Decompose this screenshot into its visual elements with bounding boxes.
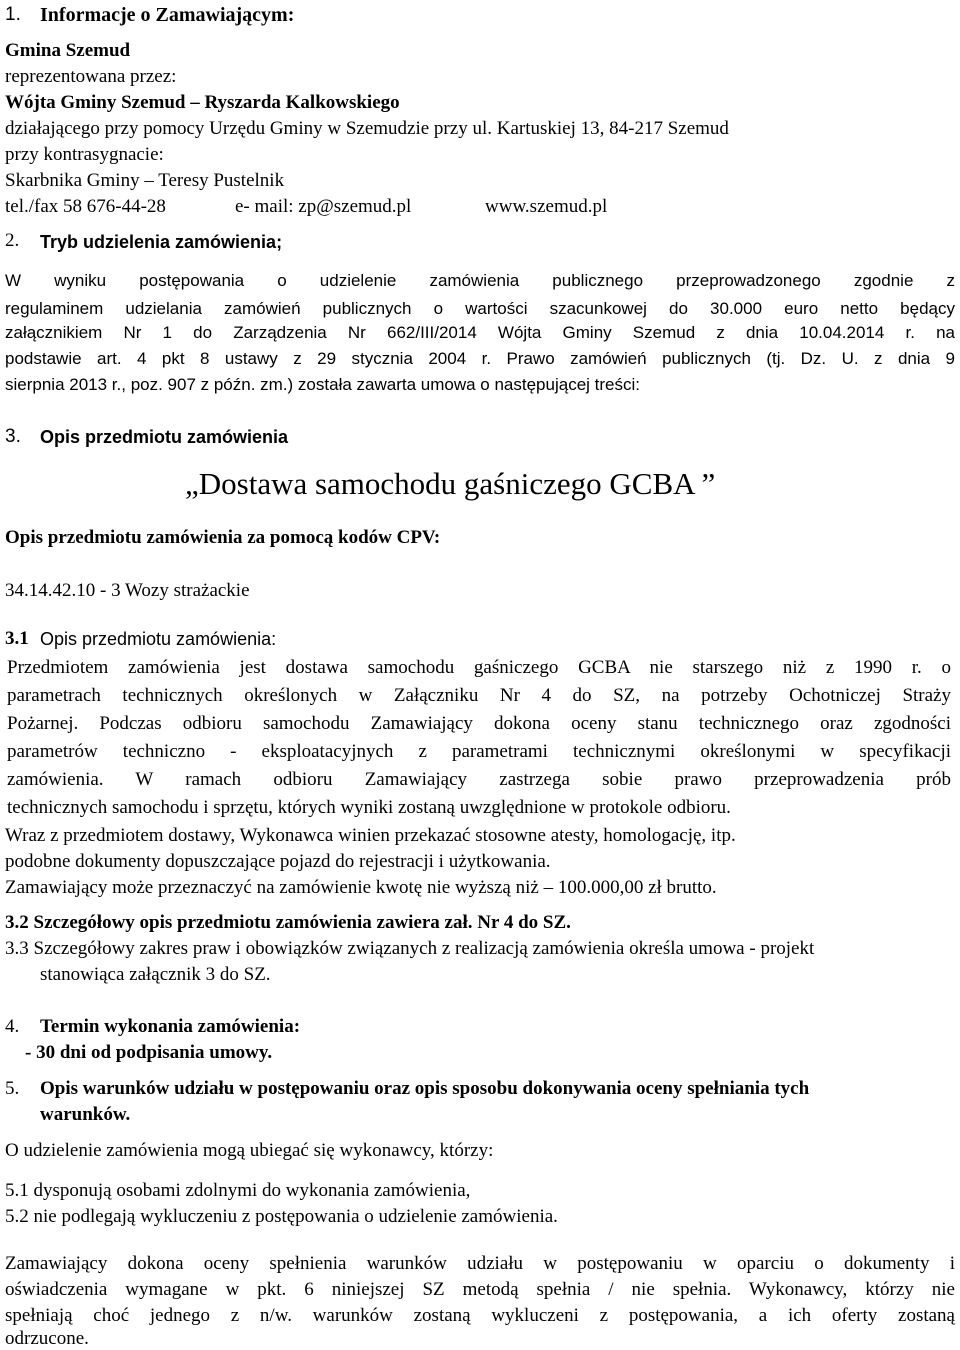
closing-line-2: oświadczenia wymagane w pkt. 6 niniejszej SZ metodą spełnia / nie spełnia. Wykonawcy, którzy nie — [5, 1279, 955, 1300]
section-1-heading: Informacje o Zamawiającym: — [40, 4, 295, 26]
section-2-line-4: podstawie art. 4 pkt 8 ustawy z 29 stycznia 2004 r. Prawo zamówień publicznych (tj. Dz. U. z dnia 9 — [5, 349, 955, 368]
section-2-heading: Tryb udzielenia zamówienia; — [40, 232, 283, 252]
section-3-3-line-2: stanowiąca załącznik 3 do SZ. — [40, 964, 271, 985]
section-5-heading-line-2: warunków. — [40, 1104, 131, 1125]
phone-fax: tel./fax 58 676-44-28 — [5, 196, 166, 217]
section-1-number: 1. — [5, 4, 21, 25]
procurement-title: „Dostawa samochodu gaśniczego GCBA ” — [185, 466, 716, 501]
closing-line-4: odrzucone. — [5, 1328, 89, 1349]
cpv-code: 34.14.42.10 - 3 Wozy strażackie — [5, 580, 250, 601]
section-3-3-line-1: 3.3 Szczegółowy zakres praw i obowiązków związanych z realizacją zamówienia określa umowa - projekt — [5, 938, 815, 959]
section-4-number: 4. — [5, 1016, 20, 1037]
section-3-1-line-6: technicznych samochodu i sprzętu, których wyniki zostaną uwzględnione w protokole odbioru. — [7, 797, 731, 818]
cpv-heading: Opis przedmiotu zamówienia za pomocą kodów CPV: — [5, 527, 441, 548]
section-3-1-line-4: parametrów techniczno - eksploatacyjnych z parametrami technicznymi określonymi w specyfikacji — [7, 741, 951, 762]
section-3-heading: Opis przedmiotu zamówienia — [40, 427, 289, 447]
email-address: e- mail: zp@szemud.pl — [235, 196, 412, 217]
section-4-heading: Termin wykonania zamówienia: — [40, 1016, 301, 1037]
section-3-1-line-5: zamówienia. W ramach odbioru Zamawiający zastrzega sobie prawo przeprowadzenia prób — [7, 769, 951, 790]
condition-5-2: 5.2 nie podlegają wykluczeniu z postępowania o udzielenie zamówienia. — [5, 1206, 558, 1227]
section-2-line-1: W wyniku postępowania o udzielenie zamówienia publicznego przeprowadzonego zgodnie z — [5, 271, 955, 290]
eligibility-intro: O udzielenie zamówienia mogą ubiegać się wykonawcy, którzy: — [5, 1140, 494, 1161]
section-3-1-number: 3.1 — [5, 628, 29, 649]
closing-line-3: spełniają choć jednego z n/w. warunków zostaną wykluczeni z postępowania, a ich oferty zostaną — [5, 1305, 955, 1326]
section-3-1-line-3: Pożarnej. Podczas odbioru samochodu Zamawiający dokona oceny stanu technicznego oraz zgodności — [7, 713, 951, 734]
section-3-1-line-2: parametrach technicznych określonych w Załączniku Nr 4 do SZ, na potrzeby Ochotniczej Straży — [7, 685, 951, 706]
section-3-number: 3. — [5, 426, 21, 447]
orderer-name: Gmina Szemud — [5, 40, 131, 61]
section-5-heading-line-1: Opis warunków udziału w postępowaniu oraz opis sposobu dokonywania oceny spełniania tych — [40, 1078, 810, 1099]
representative-name: Wójta Gminy Szemud – Ryszarda Kalkowskiego — [5, 92, 400, 113]
countersignature-label: przy kontrasygnacie: — [5, 144, 164, 165]
delivery-docs-line-1: Wraz z przedmiotem dostawy, Wykonawca winien przekazać stosowne atesty, homologację, itp. — [5, 825, 736, 846]
closing-line-1: Zamawiający dokona oceny spełnienia warunków udziału w postępowaniu w oparciu o dokumenty i — [5, 1253, 955, 1274]
section-2-line-3: załącznikiem Nr 1 do Zarządzenia Nr 662/III/2014 Wójta Gminy Szemud z dnia 10.04.2014 r. na — [5, 323, 955, 342]
budget-line: Zamawiający może przeznaczyć na zamówienie kwotę nie wyższą niż – 100.000,00 zł brutto. — [5, 877, 717, 898]
section-2-line-2: regulaminem udzielania zamówień publicznych o wartości szacunkowej do 30.000 euro netto będący — [5, 299, 955, 318]
treasurer-name: Skarbnika Gminy – Teresy Pustelnik — [5, 170, 285, 191]
deadline-item: - 30 dni od podpisania umowy. — [25, 1042, 273, 1063]
represented-by-label: reprezentowana przez: — [5, 66, 177, 87]
section-2-number: 2. — [5, 230, 20, 251]
section-3-1-heading: Opis przedmiotu zamówienia: — [40, 629, 277, 649]
section-5-number: 5. — [5, 1078, 20, 1099]
website-link[interactable]: www.szemud.pl — [485, 196, 608, 217]
section-2-line-5: sierpnia 2013 r., poz. 907 z późn. zm.) została zawarta umowa o następującej treści: — [5, 375, 640, 394]
section-3-1-line-1: Przedmiotem zamówienia jest dostawa samochodu gaśniczego GCBA nie starszego niż z 1990 r. o — [7, 657, 951, 678]
section-3-2: 3.2 Szczegółowy opis przedmiotu zamówienia zawiera zał. Nr 4 do SZ. — [5, 912, 571, 933]
delivery-docs-line-2: podobne dokumenty dopuszczające pojazd do rejestracji i użytkowania. — [5, 851, 551, 872]
condition-5-1: 5.1 dysponują osobami zdolnymi do wykonania zamówienia, — [5, 1180, 471, 1201]
office-address: działającego przy pomocy Urzędu Gminy w Szemudzie przy ul. Kartuskiej 13, 84-217 Szemud — [5, 118, 729, 139]
